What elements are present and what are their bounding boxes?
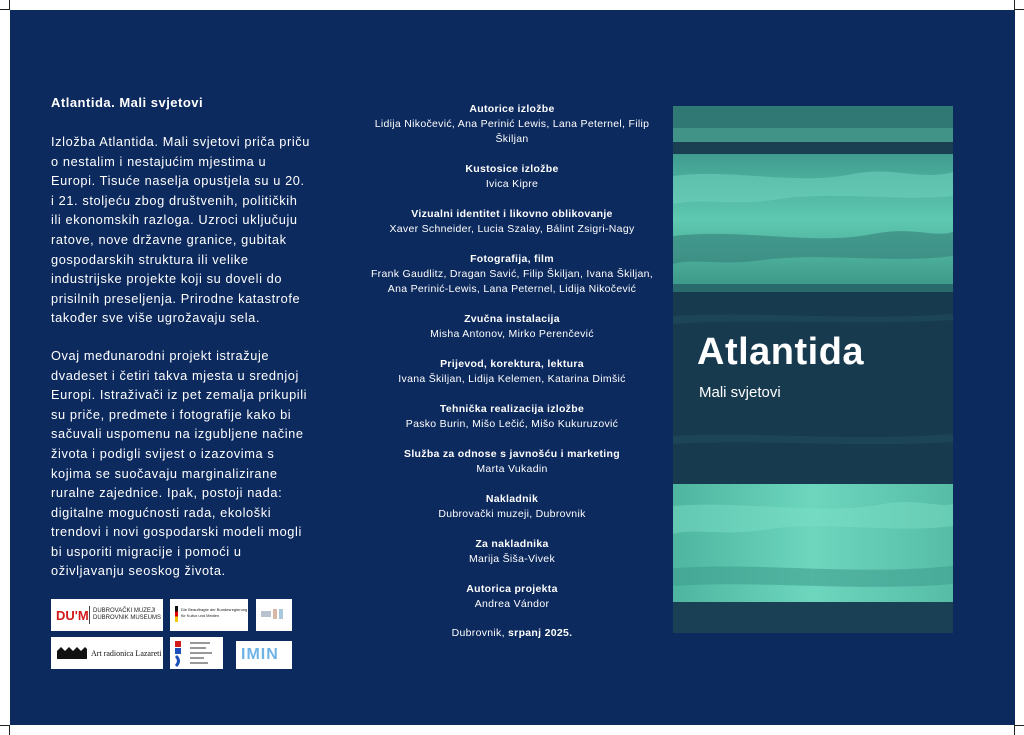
credit-role: Vizualni identitet i likovno oblikovanje [411, 208, 613, 220]
credit-names: Lidija Nikočević, Ana Perinić Lewis, Lana Peternel, Filip Škiljan [374, 118, 650, 145]
credit-role: Nakladnik [485, 493, 539, 505]
federal-logo-line2: für Kultur und Medien [181, 613, 220, 618]
credit-role: Kustosice izložbe [465, 163, 559, 175]
credit-names: Frank Gaudlitz, Dragan Savić, Filip Škiljan, Ivana Škiljan, Ana Perinić-Lewis, Lana Peternel, Lidija Nikočević [370, 268, 654, 295]
imin-logo [236, 641, 292, 669]
dubrovnik-museums-logo [51, 599, 163, 631]
credit-names: Marta Vukadin [476, 463, 548, 475]
credit-names: Dubrovački muzeji, Dubrovnik [438, 508, 586, 520]
footer-place: Dubrovnik, [451, 627, 509, 639]
credit-role: Za nakladnika [475, 538, 549, 550]
intro-column [51, 95, 311, 599]
credit-names: Ivica Kipre [485, 178, 539, 190]
credit-names: Pasko Burin, Mišo Lečić, Mišo Kukuruzović [405, 418, 619, 430]
credit-block [362, 357, 662, 387]
credit-block [362, 492, 662, 522]
institution-logo-graphic [170, 637, 223, 669]
dum-logo-mark: DU'M [56, 608, 89, 623]
dum-logo-line2: DUBROVNIK MUSEUMS [93, 615, 162, 621]
credit-names: Ivana Škiljan, Lidija Kelemen, Katarina Dimšić [398, 373, 626, 385]
credit-block [362, 207, 662, 237]
intro-paragraph: Izložba Atlantida. Mali svjetovi priča priču o nestalim i nestajućim mjestima u Europi. Tisuće naselja opustjela su u 20. i 21. stoljeću zbog društvenih, političkih ili ekonomskih razloga. Uzroci uključuju ratove, nove državne granice, gubitak gospodarskih struktura ili velike industrijske projekte koji su doveli do prisilnih preseljenja. Prirodne katastrofe također sve više ugrožavaju sela. [51, 134, 310, 326]
intro-title: Atlantida. Mali svjetovi [51, 95, 204, 110]
crop-mark [1014, 725, 1024, 726]
lazareti-building-icon [55, 637, 89, 669]
credit-role: Služba za odnose s javnošću i marketing [404, 448, 620, 460]
crop-mark [1014, 0, 1015, 10]
crop-mark [9, 725, 10, 735]
credit-block [362, 537, 662, 567]
credit-role: Tehnička realizacija izložbe [439, 403, 585, 415]
german-flag-icon [175, 606, 178, 622]
croatian-institution-logo [170, 637, 223, 669]
credit-role: Zvučna instalacija [464, 313, 560, 325]
small-partner-logo-graphic [256, 599, 292, 631]
small-partner-logo [256, 599, 292, 631]
credit-block [362, 402, 662, 432]
crop-mark [9, 0, 10, 10]
credit-names: Xaver Schneider, Lucia Szalay, Bálint Zsigri-Nagy [389, 223, 635, 235]
credit-names: Marija Šiša-Vivek [468, 553, 555, 565]
credit-block [362, 312, 662, 342]
credit-names: Misha Antonov, Mirko Perenčević [430, 328, 594, 340]
art-radionica-lazareti-logo [51, 637, 163, 669]
credit-block [362, 162, 662, 192]
credit-role: Fotografija, film [470, 253, 554, 265]
credit-role: Autorica projekta [466, 583, 558, 595]
dum-logo-divider [89, 606, 90, 624]
federal-logo-line1: Die Beauftragte der Bundesregierung [181, 607, 248, 612]
crop-mark [1014, 725, 1015, 735]
credit-names: Andrea Vándor [474, 598, 550, 610]
cover-title: Atlantida [697, 331, 865, 373]
crop-mark [1014, 9, 1024, 10]
credit-role: Prijevod, korektura, lektura [440, 358, 584, 370]
cover-panel [673, 106, 953, 633]
credits-column [362, 102, 662, 639]
cover-subtitle: Mali svjetovi [699, 384, 781, 401]
place-date-line [362, 627, 662, 639]
credit-block [362, 102, 662, 147]
credit-role: Autorice izložbe [469, 103, 555, 115]
intro-paragraph: Ovaj međunarodni projekt istražuje dvadeset i četiri takva mjesta u srednjoj Europi. Istraživači iz pet zemalja prikupili su priče, predmete i fotografije kako bi sačuvali uspomenu na izgubljene načine života i podigli svijest o izazovima s kojima se suočavaju marginalizirane ruralne zajednice. Ipak, postoji nada: digitalne mogućnosti rada, ekološki trendovi i novi gospodarski modeli mogli bi usporiti migracije i pomoći u oživljavanju seoskog života. [51, 347, 308, 579]
footer-date: srpanj 2025. [508, 627, 573, 639]
credit-block [362, 447, 662, 477]
imin-logo-text: IMIN [241, 646, 279, 663]
credit-block [362, 582, 662, 612]
credit-block [362, 252, 662, 297]
lazareti-logo-text: Art radionica Lazareti [91, 649, 162, 658]
dum-logo-line1: DUBROVAČKI MUZEJI [93, 608, 156, 614]
federal-government-culture-logo [170, 599, 248, 631]
brochure-page [10, 10, 1015, 725]
